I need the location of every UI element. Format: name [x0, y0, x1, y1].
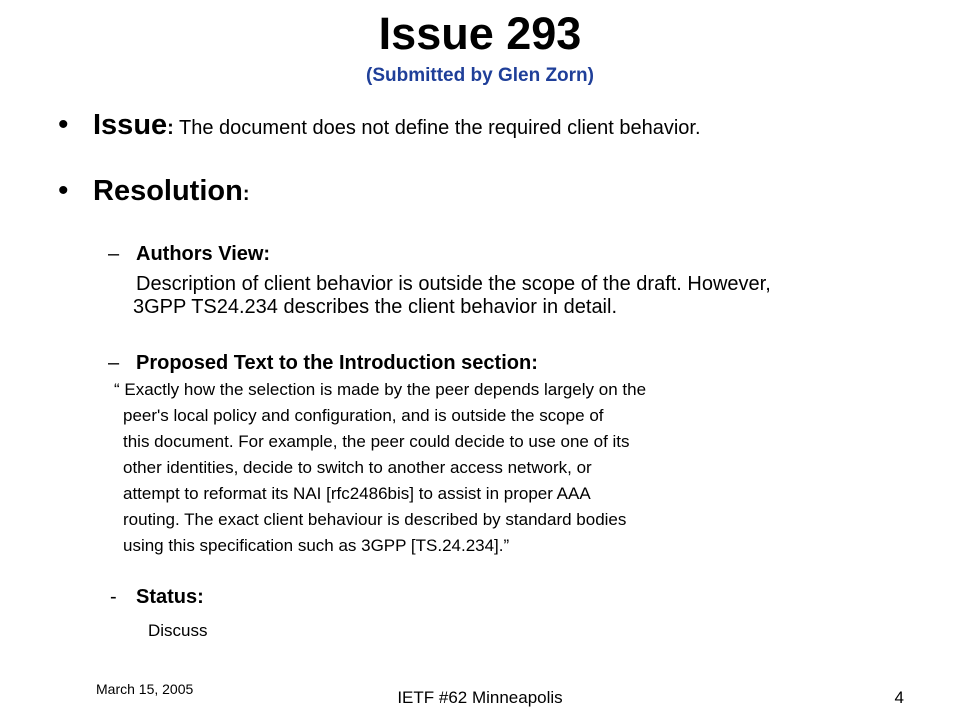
issue-colon: :	[167, 117, 174, 139]
proposed-text-line: peer's local policy and configuration, and is outside the scope of	[123, 406, 604, 425]
issue-item	[93, 107, 701, 146]
page-number: 4	[894, 688, 904, 707]
status-dash: -	[110, 586, 117, 608]
proposed-text-line: using this specification such as 3GPP [TS.24.234].”	[123, 536, 510, 555]
resolution-label: Resolution	[93, 175, 243, 207]
proposed-text-line: routing. The exact client behaviour is described by standard bodies	[123, 510, 627, 529]
bullet-marker-resolution: •	[58, 174, 69, 207]
proposed-text-line: “ Exactly how the selection is made by the peer depends largely on the	[114, 380, 647, 399]
status-heading: Status:	[136, 586, 204, 608]
resolution-colon: :	[242, 183, 250, 205]
authors-view-dash: –	[108, 243, 120, 265]
slide-title: Issue 293	[378, 8, 582, 59]
bullet-marker-issue: •	[58, 108, 69, 141]
issue-text: The document does not define the required client behavior.	[173, 117, 701, 139]
resolution-item	[93, 173, 250, 212]
proposed-text-line: this document. For example, the peer could decide to use one of its	[123, 432, 630, 451]
authors-view-line: 3GPP TS24.234 describes the client behavior in detail.	[133, 296, 618, 318]
proposed-text-heading: Proposed Text to the Introduction section:	[136, 352, 538, 374]
proposed-text-line: other identities, decide to switch to another access network, or	[123, 458, 592, 477]
footer-venue: IETF #62 Minneapolis	[397, 688, 563, 707]
authors-view-line: Description of client behavior is outside the scope of the draft. However,	[136, 273, 771, 295]
proposed-text-line: attempt to reformat its NAI [rfc2486bis] to assist in proper AAA	[123, 484, 591, 503]
slide-subtitle: (Submitted by Glen Zorn)	[366, 65, 594, 86]
footer-date: March 15, 2005	[96, 681, 194, 697]
status-value: Discuss	[148, 621, 208, 640]
authors-view-heading: Authors View:	[136, 243, 271, 265]
proposed-text-dash: –	[108, 352, 120, 374]
issue-label: Issue	[93, 109, 168, 141]
